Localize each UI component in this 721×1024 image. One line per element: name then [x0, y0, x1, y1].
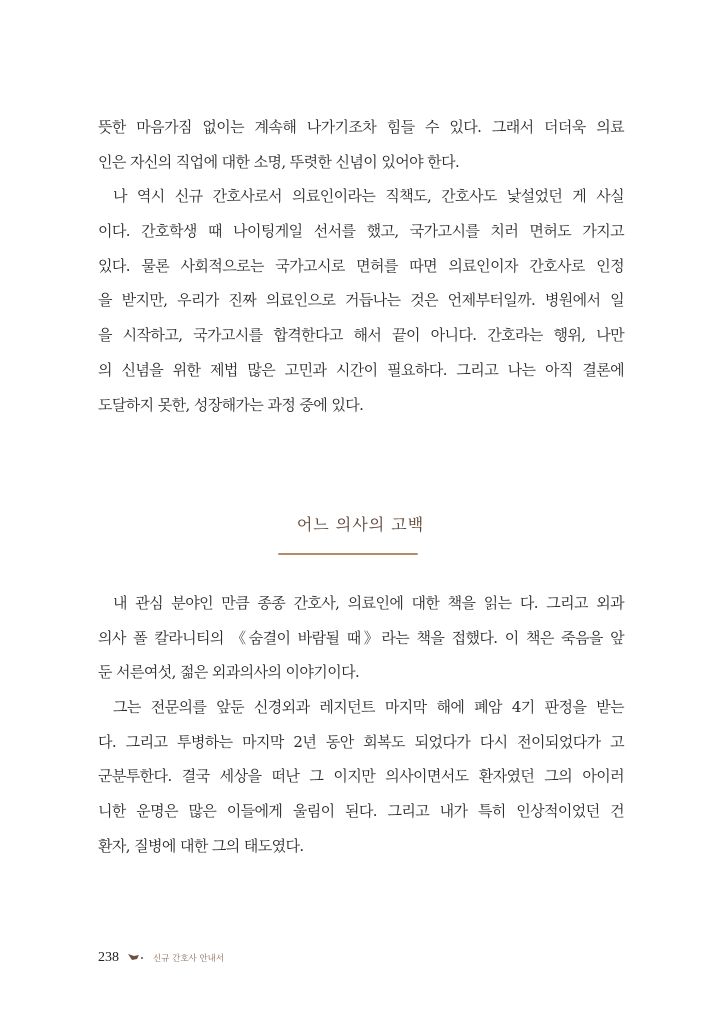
text-line: 니한 운명은 많은 이들에게 울림이 된다. 그리고 내가 특히 인상적이었던 건	[98, 802, 624, 821]
text-line: 다. 그리고 투병하는 마지막 2년 동안 회복도 되었다가 다시 전이되었다가 고	[98, 732, 624, 751]
text-line: 의사 폴 칼라니티의 《숨결이 바람될 때》라는 책을 접했다. 이 책은 죽음을 앞	[98, 628, 624, 647]
heading-underline	[278, 553, 418, 555]
page-footer	[98, 950, 224, 966]
text-line: 나 역시 신규 간호사로서 의료인이라는 직책도, 간호사도 낯설었던 게 사실	[113, 187, 624, 206]
text-line: 둔 서른여섯, 젊은 외과의사의 이야기이다.	[98, 663, 360, 682]
bird-icon	[127, 951, 145, 966]
page-number: 238	[98, 950, 119, 965]
text-line: 을 시작하고, 국가고시를 합격한다고 해서 끝이 아니다. 간호라는 행위, 나만	[98, 326, 624, 345]
section-heading: 어느 의사의 고백	[296, 515, 425, 534]
text-line: 있다. 물론 사회적으로는 국가고시로 면허를 따면 의료인이자 간호사로 인정	[98, 256, 624, 275]
body-section-2	[98, 586, 624, 864]
text-line: 이다. 간호학생 때 나이팅게일 선서를 했고, 국가고시를 치러 면허도 가지고	[98, 222, 624, 241]
text-line: 그는 전문의를 앞둔 신경외과 레지던트 마지막 해에 폐암 4기 판정을 받는	[113, 698, 624, 717]
text-line: 내 관심 분야인 만큼 종종 간호사, 의료인에 대한 책을 읽는 다. 그리고 외과	[113, 594, 624, 612]
text-line: 을 받지만, 우리가 진짜 의료인으로 거듭나는 것은 언제부터일까. 병원에서 일	[98, 291, 624, 310]
running-title: 신규 간호사 안내서	[153, 954, 225, 964]
text-line: 군분투한다. 결국 세상을 떠난 그 이지만 의사이면서도 환자였던 그의 아이러	[98, 767, 624, 786]
text-line: 도달하지 못한, 성장해가는 과정 중에 있다.	[98, 395, 364, 414]
text-line: 인은 자신의 직업에 대한 소명, 뚜렷한 신념이 있어야 한다.	[98, 152, 460, 171]
text-line: 뜻한 마음가짐 없이는 계속해 나가기조차 힘들 수 있다. 그래서 더더욱 의료	[98, 118, 624, 136]
text-line: 환자, 질병에 대한 그의 태도였다.	[98, 836, 304, 855]
text-line: 의 신념을 위한 제법 많은 고민과 시간이 필요하다. 그리고 나는 아직 결론에	[98, 360, 624, 379]
body-section-1	[98, 110, 624, 422]
